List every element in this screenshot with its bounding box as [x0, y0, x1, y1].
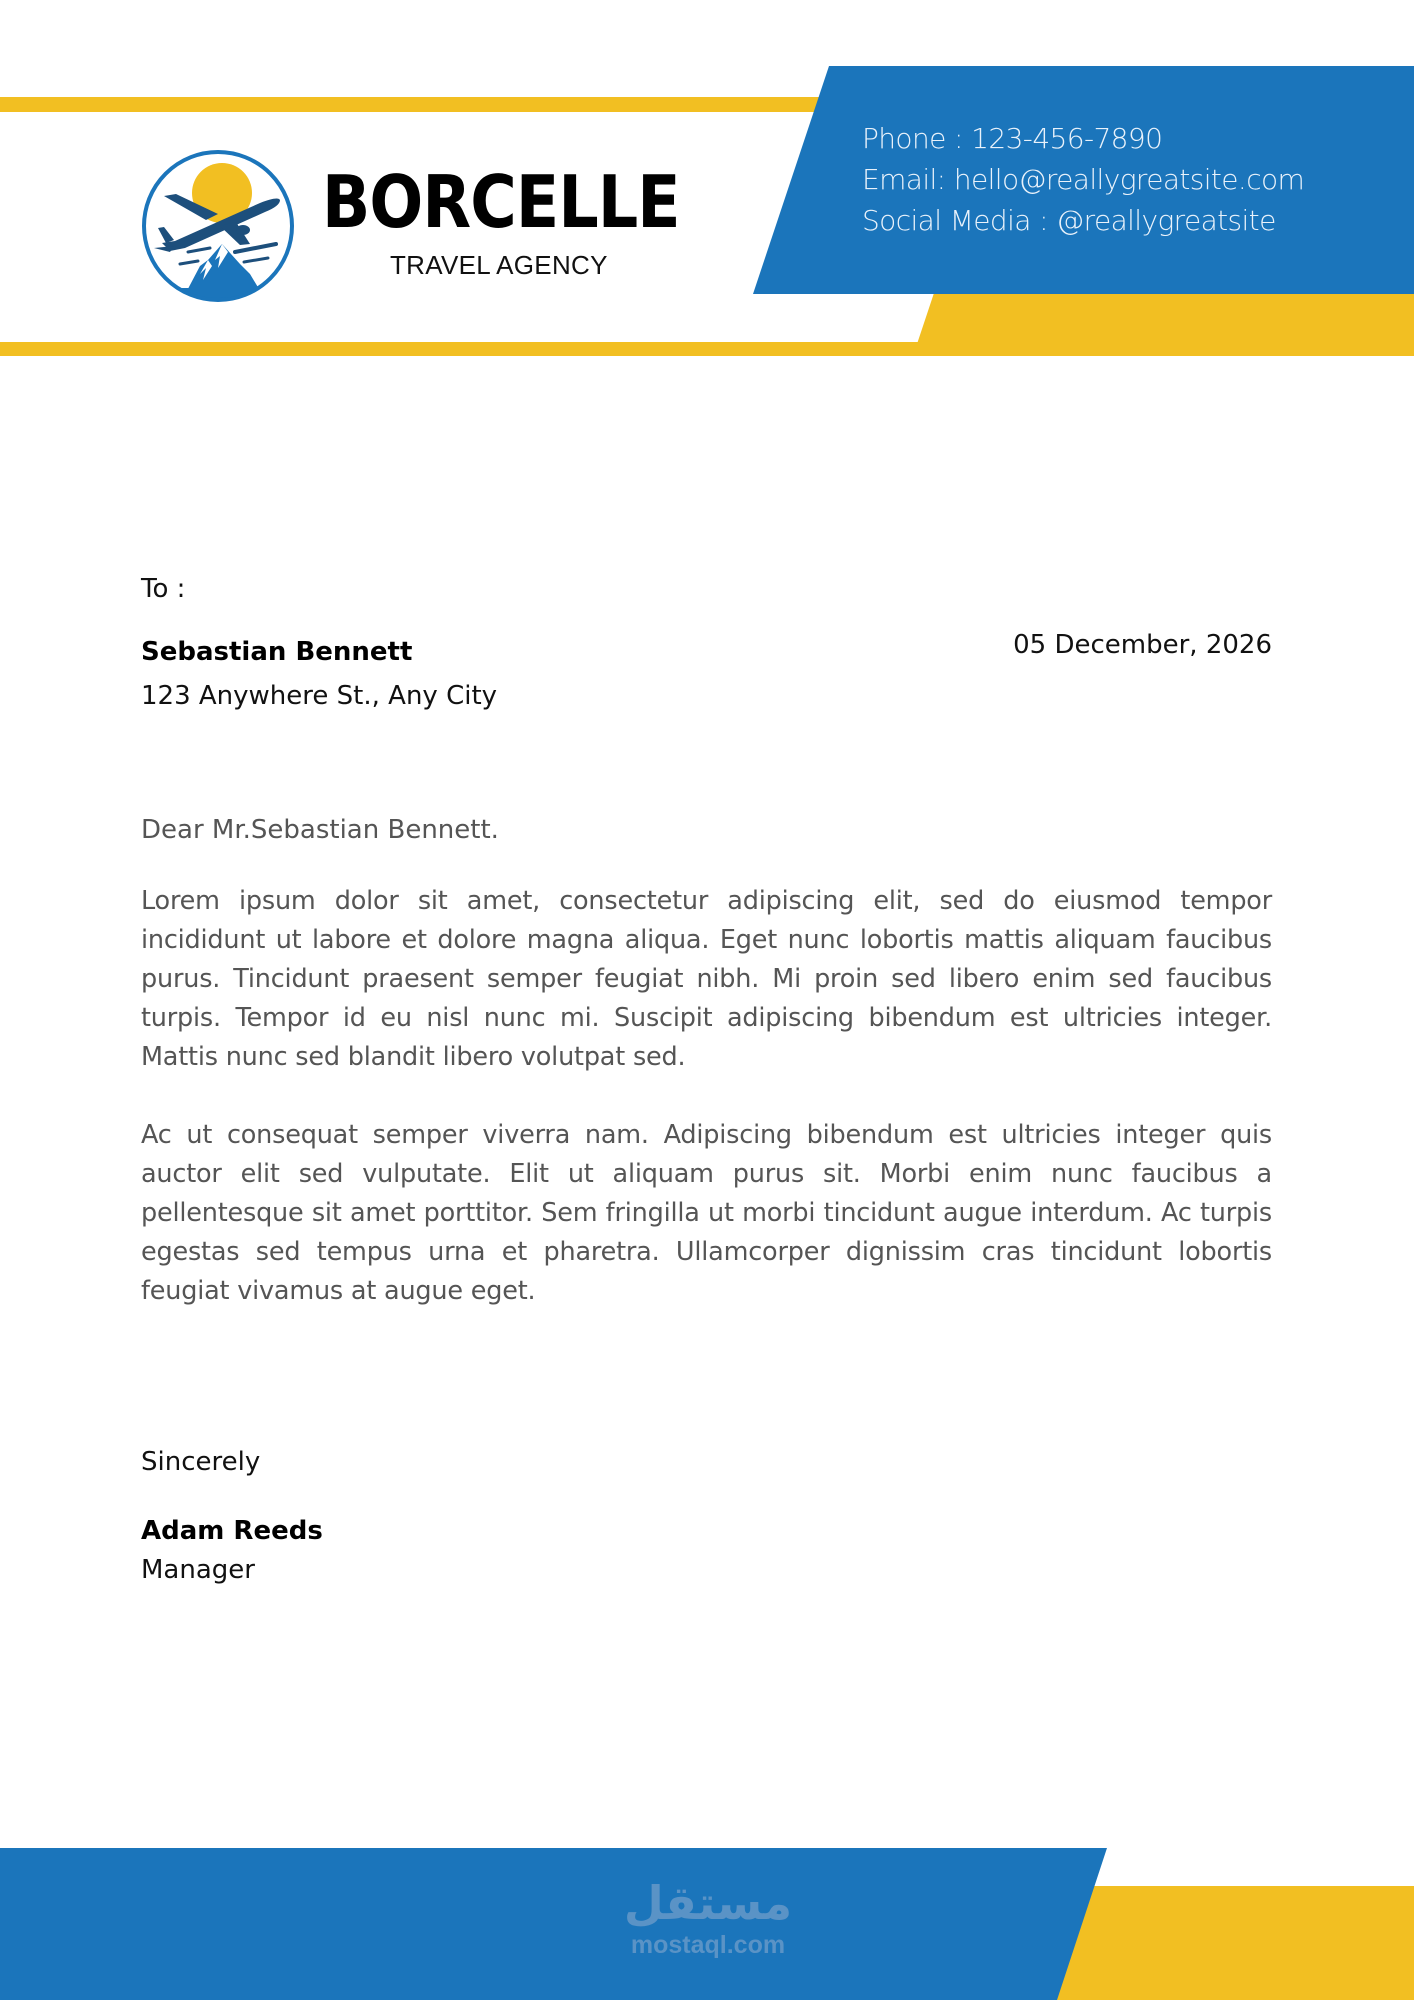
footer-yellow-block [1050, 1886, 1414, 2000]
brand-name: BORCELLE [322, 160, 680, 244]
contact-phone: Phone : 123-456-7890 [862, 122, 1163, 155]
footer-blue-panel [0, 1848, 1107, 2000]
watermark-logo: مستقل [623, 1876, 793, 1930]
closing: Sincerely [141, 1447, 261, 1477]
contact-info [862, 118, 1304, 241]
greeting: Dear Mr.Sebastian Bennett. [141, 815, 499, 845]
recipient-name: Sebastian Bennett [141, 637, 413, 667]
logo-emblem-icon [140, 148, 296, 304]
contact-email: Email: hello@reallygreatsite.com [862, 163, 1305, 196]
signer-title: Manager [141, 1555, 255, 1585]
watermark-url: mostaql.com [630, 1931, 786, 1959]
brand-tagline: TRAVEL AGENCY [390, 250, 608, 280]
signer-name: Adam Reeds [141, 1516, 323, 1546]
header-yellow-block [913, 290, 1414, 356]
top-yellow-stripe [0, 97, 830, 112]
body-paragraph-1: Lorem ipsum dolor sit amet, consectetur adipiscing elit, sed do eiusmod tempor incididunt ut labore et dolore magna aliqua. Eget nunc lobortis mattis aliquam faucibus purus. Tincidunt praesent semper feugiat nibh. Mi proin sed libero enim sed faucibus turpis. Tempor id eu nisl nunc mi. Suscipit adipiscing bibendum est ultricies integer. Mattis nunc sed blandit libero volutpat sed. [141, 886, 1272, 1072]
recipient-address: 123 Anywhere St., Any City [141, 681, 498, 711]
to-label: To : [141, 574, 186, 604]
letter-date: 05 December, 2026 [1013, 630, 1272, 660]
contact-social: Social Media : @reallygreatsite [862, 204, 1276, 237]
body-paragraph-2: Ac ut consequat semper viverra nam. Adipiscing bibendum est ultricies integer quis auctor elit sed vulputate. Elit ut aliquam purus sit. Morbi enim nunc faucibus a pellentesque sit amet porttitor. Sem fringilla ut morbi tincidunt augue interdum. Ac turpis egestas sed tempus urna et pharetra. Ullamcorper dignissim cras tincidunt lobortis feugiat vivamus at augue eget. [141, 1120, 1272, 1306]
